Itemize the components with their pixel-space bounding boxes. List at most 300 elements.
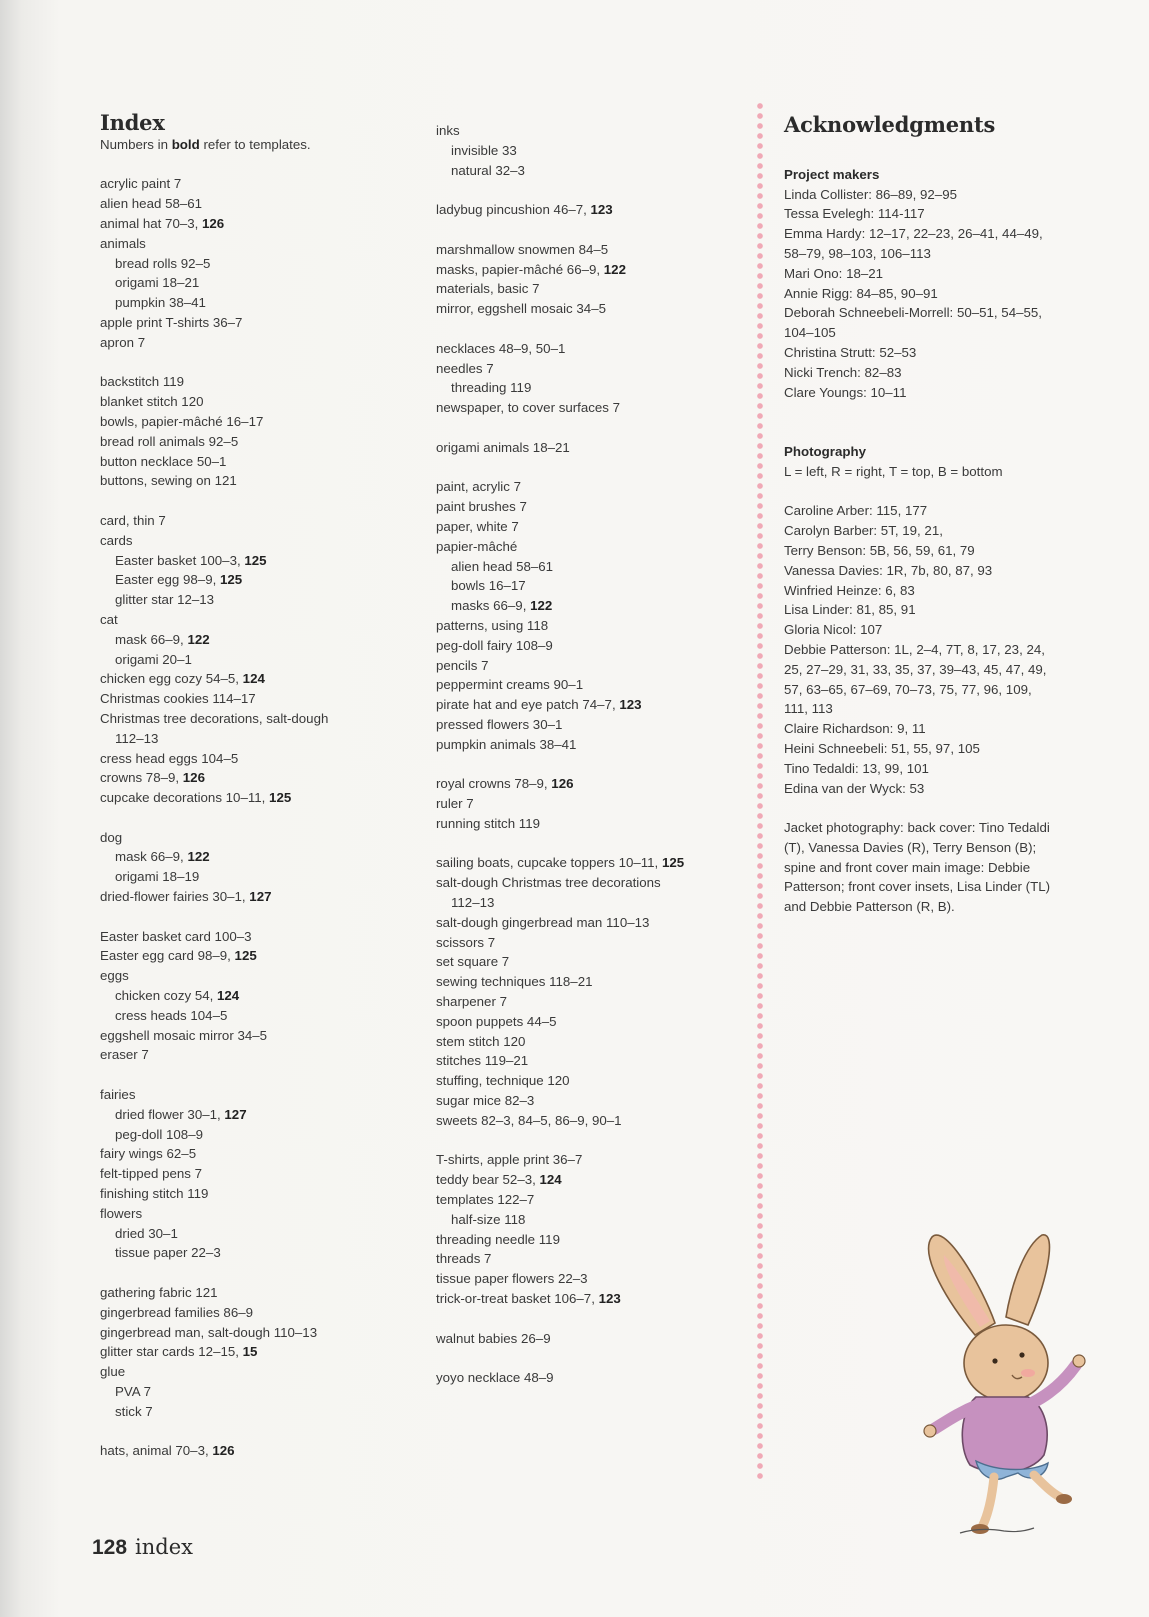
credit-line (784, 264, 1124, 284)
index-entry (436, 299, 736, 319)
entry-text: apple print T-shirts 36–7 (100, 314, 243, 330)
entry-text: invisible 33 (451, 142, 517, 158)
spacer (100, 907, 400, 927)
entry-text: salt-dough gingerbread man 110–13 (436, 914, 650, 930)
template-page-ref: 15 (242, 1344, 258, 1360)
index-entry (436, 1190, 736, 1210)
credit-line (784, 680, 1124, 700)
index-entry (100, 333, 400, 353)
credit-line (784, 581, 1124, 601)
entry-text: sweets 82–3, 84–5, 86–9, 90–1 (436, 1112, 622, 1128)
credit-line (784, 383, 1124, 403)
entry-text: running stitch 119 (436, 815, 540, 831)
entry-text: Lisa Linder: 81, 85, 91 (784, 602, 916, 618)
spacer (100, 353, 400, 373)
spacer (100, 1065, 400, 1085)
index-entry (100, 1224, 400, 1244)
entry-text: salt-dough Christmas tree decorations (436, 875, 661, 891)
entry-text: Christmas tree decorations, salt-dough (100, 710, 329, 726)
entry-text: Christmas cookies 114–17 (100, 691, 256, 707)
index-entry (436, 1329, 736, 1349)
entry-text: ruler 7 (436, 796, 474, 812)
index-entry (100, 1125, 400, 1145)
credit-line (784, 343, 1124, 363)
index-entry (436, 438, 736, 458)
entry-text: peppermint creams 90–1 (436, 677, 584, 693)
template-page-ref: 125 (269, 790, 292, 806)
index-entry (436, 656, 736, 676)
credit-line (784, 541, 1124, 561)
index-intro: Numbers in bold refer to templates. (100, 136, 311, 152)
entry-text: chicken egg cozy 54–5, (100, 671, 243, 687)
index-entry (436, 378, 736, 398)
index-entry (436, 814, 736, 834)
index-entry (100, 1026, 400, 1046)
index-column-1 (100, 110, 400, 1461)
index-entry (100, 1402, 400, 1422)
entry-text: eggshell mosaic mirror 34–5 (100, 1027, 268, 1043)
index-entry (436, 972, 736, 992)
credit-line (784, 303, 1124, 323)
index-entry (100, 847, 400, 867)
spacer (100, 1263, 400, 1283)
entry-text: pumpkin animals 38–41 (436, 736, 577, 752)
credit-line (784, 719, 1124, 739)
entry-text: bread roll animals 92–5 (100, 433, 239, 449)
entry-text: scissors 7 (436, 934, 496, 950)
index-entry (436, 1150, 736, 1170)
entry-text: sharpener 7 (436, 994, 507, 1010)
spacer (436, 755, 736, 775)
entry-text: masks, papier-mâché 66–9, (436, 261, 604, 277)
entry-text: threading needle 119 (436, 1231, 560, 1247)
index-entry (436, 853, 736, 873)
entry-text: necklaces 48–9, 50–1 (436, 340, 566, 356)
index-entry (436, 359, 736, 379)
entry-text: animal hat 70–3, (100, 215, 203, 231)
credit-line (784, 501, 1124, 521)
entry-text: set square 7 (436, 954, 510, 970)
index-entry (436, 1111, 736, 1131)
entry-text: mask 66–9, (115, 849, 188, 865)
entry-text: Nicki Trench: 82–83 (784, 364, 902, 380)
credit-line (784, 600, 1124, 620)
entry-text: backstitch 119 (100, 374, 185, 390)
index-entry (100, 1105, 400, 1125)
index-entry (100, 1006, 400, 1026)
entry-text: eraser 7 (100, 1047, 149, 1063)
index-entry (436, 339, 736, 359)
index-entry (436, 200, 736, 220)
spacer (436, 220, 736, 240)
entry-text: spine and front cover main image: Debbie (784, 859, 1031, 875)
entry-text: cress head eggs 104–5 (100, 750, 239, 766)
index-entry (100, 590, 400, 610)
entry-text: mask 66–9, (115, 631, 188, 647)
template-page-ref: 123 (590, 202, 613, 218)
entry-text: felt-tipped pens 7 (100, 1166, 203, 1182)
entry-text: marshmallow snowmen 84–5 (436, 241, 609, 257)
credit-line (784, 897, 1124, 917)
entry-text: glitter star 12–13 (115, 592, 215, 608)
entry-text: Heini Schneebeli: 51, 55, 97, 105 (784, 740, 980, 756)
entry-text: cat (100, 611, 118, 627)
entry-text: royal crowns 78–9, (436, 776, 552, 792)
spacer (784, 482, 1124, 502)
entry-text: crowns 78–9, (100, 770, 183, 786)
credit-line (784, 244, 1124, 264)
entry-text: glue (100, 1364, 126, 1380)
entry-text: sugar mice 82–3 (436, 1093, 535, 1109)
index-entry (100, 194, 400, 214)
index-entry (436, 893, 736, 913)
credit-line (784, 759, 1124, 779)
index-entry (100, 1144, 400, 1164)
entry-text: paper, white 7 (436, 518, 519, 534)
spacer (100, 808, 400, 828)
entry-text: Photography (784, 443, 866, 459)
entry-text: T-shirts, apple print 36–7 (436, 1152, 583, 1168)
index-column-2 (436, 121, 736, 1388)
entry-text: stick 7 (115, 1403, 153, 1419)
entry-text: materials, basic 7 (436, 281, 540, 297)
index-entries-i-y (436, 121, 736, 1388)
entry-text: bowls 16–17 (451, 578, 526, 594)
spacer (436, 418, 736, 438)
template-page-ref: 126 (182, 770, 205, 786)
section-heading (784, 442, 1124, 462)
entry-text: Annie Rigg: 84–85, 90–91 (784, 285, 938, 301)
entry-text: alien head 58–61 (100, 196, 203, 212)
credit-line (784, 818, 1124, 838)
template-page-ref: 125 (234, 948, 257, 964)
entry-text: trick-or-treat basket 106–7, (436, 1291, 599, 1307)
index-entry (436, 517, 736, 537)
index-entry (436, 576, 736, 596)
entry-text: ladybug pincushion 46–7, (436, 202, 591, 218)
entry-text: threading 119 (451, 380, 532, 396)
spacer (784, 422, 1124, 442)
index-entry (100, 511, 400, 531)
entry-text: yoyo necklace 48–9 (436, 1370, 554, 1386)
bunny-illustration (920, 1215, 1110, 1535)
index-entry (436, 1170, 736, 1190)
entry-text: 111, 113 (784, 701, 833, 717)
credit-line (784, 739, 1124, 759)
index-entry (100, 828, 400, 848)
entry-text: Clare Youngs: 10–11 (784, 384, 907, 400)
entry-text: L = left, R = right, T = top, B = bottom (784, 463, 1003, 479)
entry-text: fairy wings 62–5 (100, 1146, 197, 1162)
template-page-ref: 124 (539, 1172, 562, 1188)
index-entry (100, 432, 400, 452)
template-page-ref: 127 (249, 889, 272, 905)
entry-text: Carolyn Barber: 5T, 19, 21, (784, 523, 943, 539)
template-page-ref: 127 (224, 1106, 247, 1122)
entry-text: teddy bear 52–3, (436, 1172, 540, 1188)
index-entry (436, 1368, 736, 1388)
index-entry (100, 927, 400, 947)
index-entries-a-h (100, 174, 400, 1461)
entry-text: glitter star cards 12–15, (100, 1344, 243, 1360)
entry-text: Linda Collister: 86–89, 92–95 (784, 186, 957, 202)
index-entry (436, 794, 736, 814)
index-entry (436, 557, 736, 577)
entry-text: Winfried Heinze: 6, 83 (784, 582, 915, 598)
entry-text: flowers (100, 1205, 143, 1221)
entry-text: dried-flower fairies 30–1, (100, 889, 250, 905)
index-entry (436, 497, 736, 517)
credit-line (784, 620, 1124, 640)
entry-text: Mari Ono: 18–21 (784, 265, 884, 281)
spacer (436, 319, 736, 339)
index-entry (100, 254, 400, 274)
entry-text: origami 18–21 (115, 275, 200, 291)
spacer (784, 402, 1124, 422)
entry-text: Vanessa Davies: 1R, 7b, 80, 87, 93 (784, 562, 993, 578)
index-entry (100, 372, 400, 392)
credit-line (784, 521, 1124, 541)
page-folio (92, 1535, 193, 1560)
entry-text: Deborah Schneebeli-Morrell: 50–51, 54–55, (784, 305, 1042, 321)
spacer (784, 798, 1124, 818)
entry-text: tissue paper flowers 22–3 (436, 1271, 588, 1287)
entry-text: pumpkin 38–41 (115, 295, 206, 311)
index-entry (436, 735, 736, 755)
index-entry (100, 1085, 400, 1105)
entry-text: natural 32–3 (451, 162, 525, 178)
index-entry (436, 537, 736, 557)
index-entry (100, 1441, 400, 1461)
entry-text: stitches 119–21 (436, 1053, 529, 1069)
entry-text: gathering fabric 121 (100, 1285, 218, 1301)
entry-text: chicken cozy 54, (115, 988, 217, 1004)
entry-text: origami animals 18–21 (436, 439, 570, 455)
entry-text: alien head 58–61 (451, 558, 554, 574)
spacer (436, 458, 736, 478)
index-entry (436, 596, 736, 616)
entry-text: origami 20–1 (115, 651, 192, 667)
index-entry (436, 774, 736, 794)
entry-text: pressed flowers 30–1 (436, 716, 563, 732)
index-entry (436, 398, 736, 418)
entry-text: and Debbie Patterson (R, B). (784, 899, 955, 915)
index-entry (436, 1051, 736, 1071)
entry-text: half-size 118 (451, 1211, 526, 1227)
entry-text: acrylic paint 7 (100, 176, 182, 192)
entry-text: pencils 7 (436, 657, 489, 673)
entry-text: dog (100, 829, 123, 845)
entry-text: 25, 27–29, 31, 33, 35, 37, 39–43, 45, 47, 49, (784, 661, 1047, 677)
spacer (436, 180, 736, 200)
index-entry (436, 260, 736, 280)
index-entry (100, 293, 400, 313)
entry-text: dried 30–1 (115, 1225, 178, 1241)
spacer (100, 491, 400, 511)
index-entry (436, 933, 736, 953)
index-entry (100, 709, 400, 729)
entry-text: templates 122–7 (436, 1192, 535, 1208)
entry-text: Christina Strutt: 52–53 (784, 344, 917, 360)
index-entry (100, 1382, 400, 1402)
entry-text: Edina van der Wyck: 53 (784, 780, 925, 796)
entry-text: Claire Richardson: 9, 11 (784, 721, 926, 737)
template-page-ref: 126 (202, 215, 225, 231)
entry-text: cupcake decorations 10–11, (100, 790, 270, 806)
entry-text: Jacket photography: back cover: Tino Tedaldi (784, 820, 1050, 836)
index-entry (100, 749, 400, 769)
section-label: index (135, 1535, 194, 1559)
entry-text: apron 7 (100, 334, 146, 350)
section-heading (784, 165, 1124, 185)
entry-text: bread rolls 92–5 (115, 255, 211, 271)
credit-line (784, 284, 1124, 304)
index-entry (100, 887, 400, 907)
index-entry (100, 1243, 400, 1263)
entry-text: Tino Tedaldi: 13, 99, 101 (784, 760, 929, 776)
index-entry (100, 986, 400, 1006)
index-entry (436, 477, 736, 497)
entry-text: tissue paper 22–3 (115, 1245, 221, 1261)
credit-line (784, 660, 1124, 680)
template-page-ref: 122 (187, 849, 210, 865)
index-entry (436, 952, 736, 972)
credit-line (784, 363, 1124, 383)
entry-text: Easter egg 98–9, (115, 572, 220, 588)
index-entry (436, 675, 736, 695)
credit-line (784, 323, 1124, 343)
acknowledgments-column (784, 112, 1124, 917)
entry-text: inks (436, 123, 460, 138)
entry-text: cards (100, 532, 133, 548)
entry-text: papier-mâché (436, 538, 518, 554)
index-entry (100, 214, 400, 234)
entry-text: dried flower 30–1, (115, 1106, 225, 1122)
entry-text: Emma Hardy: 12–17, 22–23, 26–41, 44–49, (784, 226, 1043, 242)
index-entry (100, 946, 400, 966)
entry-text: blanket stitch 120 (100, 394, 204, 410)
spacer (436, 834, 736, 854)
credit-line (784, 204, 1124, 224)
index-entry (100, 788, 400, 808)
spacer (100, 1422, 400, 1442)
index-entry (100, 650, 400, 670)
spacer (436, 1309, 736, 1329)
entry-text: Terry Benson: 5B, 56, 59, 61, 79 (784, 542, 975, 558)
entry-text: button necklace 50–1 (100, 453, 227, 469)
entry-text: paint, acrylic 7 (436, 479, 521, 495)
template-page-ref: 124 (242, 671, 265, 687)
index-entry (100, 412, 400, 432)
entry-text: cress heads 104–5 (115, 1007, 228, 1023)
index-entry (436, 873, 736, 893)
entry-text: finishing stitch 119 (100, 1186, 209, 1202)
index-entry (436, 636, 736, 656)
index-entry (100, 174, 400, 194)
entry-text: sailing boats, cupcake toppers 10–11, (436, 855, 662, 871)
index-entry (100, 234, 400, 254)
entry-text: Tessa Evelegh: 114-117 (784, 206, 925, 222)
entry-text: fairies (100, 1087, 136, 1103)
entry-text: stuffing, technique 120 (436, 1073, 570, 1089)
index-entry (436, 1032, 736, 1052)
credit-line (784, 838, 1124, 858)
index-entry (100, 273, 400, 293)
index-entry (100, 669, 400, 689)
entry-text: eggs (100, 968, 129, 984)
template-page-ref: 122 (187, 631, 210, 647)
template-page-ref: 126 (551, 776, 574, 792)
template-page-ref: 125 (244, 552, 267, 568)
entry-text: origami 18–19 (115, 869, 200, 885)
index-entry (100, 1164, 400, 1184)
index-entry (100, 1283, 400, 1303)
index-entry (436, 992, 736, 1012)
acknowledgments-title: Acknowledgments (784, 112, 996, 137)
index-entry (436, 1012, 736, 1032)
template-page-ref: 124 (217, 988, 240, 1004)
entry-text: Easter basket card 100–3 (100, 928, 252, 944)
index-entry (436, 161, 736, 181)
entry-text: animals (100, 235, 146, 251)
index-entry (436, 715, 736, 735)
entry-text: peg-doll 108–9 (115, 1126, 203, 1142)
entry-text: 112–13 (451, 895, 495, 911)
entry-text: spoon puppets 44–5 (436, 1013, 557, 1029)
entry-text: PVA 7 (115, 1384, 151, 1399)
credit-line (784, 699, 1124, 719)
index-entry (100, 551, 400, 571)
index-entry (100, 729, 400, 749)
index-title: Index (100, 110, 165, 135)
index-entry (100, 689, 400, 709)
index-entry (100, 768, 400, 788)
credit-line (784, 858, 1124, 878)
index-entry (436, 279, 736, 299)
entry-text: newspaper, to cover surfaces 7 (436, 400, 621, 416)
acknowledgments-body (784, 165, 1124, 917)
index-entry (436, 913, 736, 933)
page-number: 128 (92, 1536, 128, 1559)
index-entry (100, 1303, 400, 1323)
dotted-divider (756, 102, 764, 1482)
index-entry (100, 531, 400, 551)
template-page-ref: 123 (598, 1291, 621, 1307)
entry-text: pirate hat and eye patch 74–7, (436, 697, 620, 713)
index-entry (100, 1362, 400, 1382)
index-entry (100, 1342, 400, 1362)
entry-text: paint brushes 7 (436, 499, 527, 515)
credit-line (784, 224, 1124, 244)
entry-text: peg-doll fairy 108–9 (436, 637, 553, 653)
entry-text: (T), Vanessa Davies (R), Terry Benson (B); (784, 839, 1037, 855)
entry-text: gingerbread families 86–9 (100, 1304, 254, 1320)
entry-text: buttons, sewing on 121 (100, 473, 237, 489)
index-entry (100, 630, 400, 650)
entry-text: mirror, eggshell mosaic 34–5 (436, 301, 606, 317)
entry-text: hats, animal 70–3, (100, 1443, 213, 1459)
index-entry (436, 1210, 736, 1230)
entry-text: 57, 63–65, 67–69, 70–73, 75, 77, 96, 109, (784, 681, 1032, 697)
index-entry (436, 240, 736, 260)
index-entry (100, 1204, 400, 1224)
index-entry (100, 452, 400, 472)
entry-text: Patterson; front cover insets, Lisa Linder (TL) (784, 879, 1051, 895)
entry-text: Easter egg card 98–9, (100, 948, 235, 964)
template-page-ref: 122 (603, 261, 626, 277)
entry-text: needles 7 (436, 360, 494, 376)
index-entry (100, 867, 400, 887)
